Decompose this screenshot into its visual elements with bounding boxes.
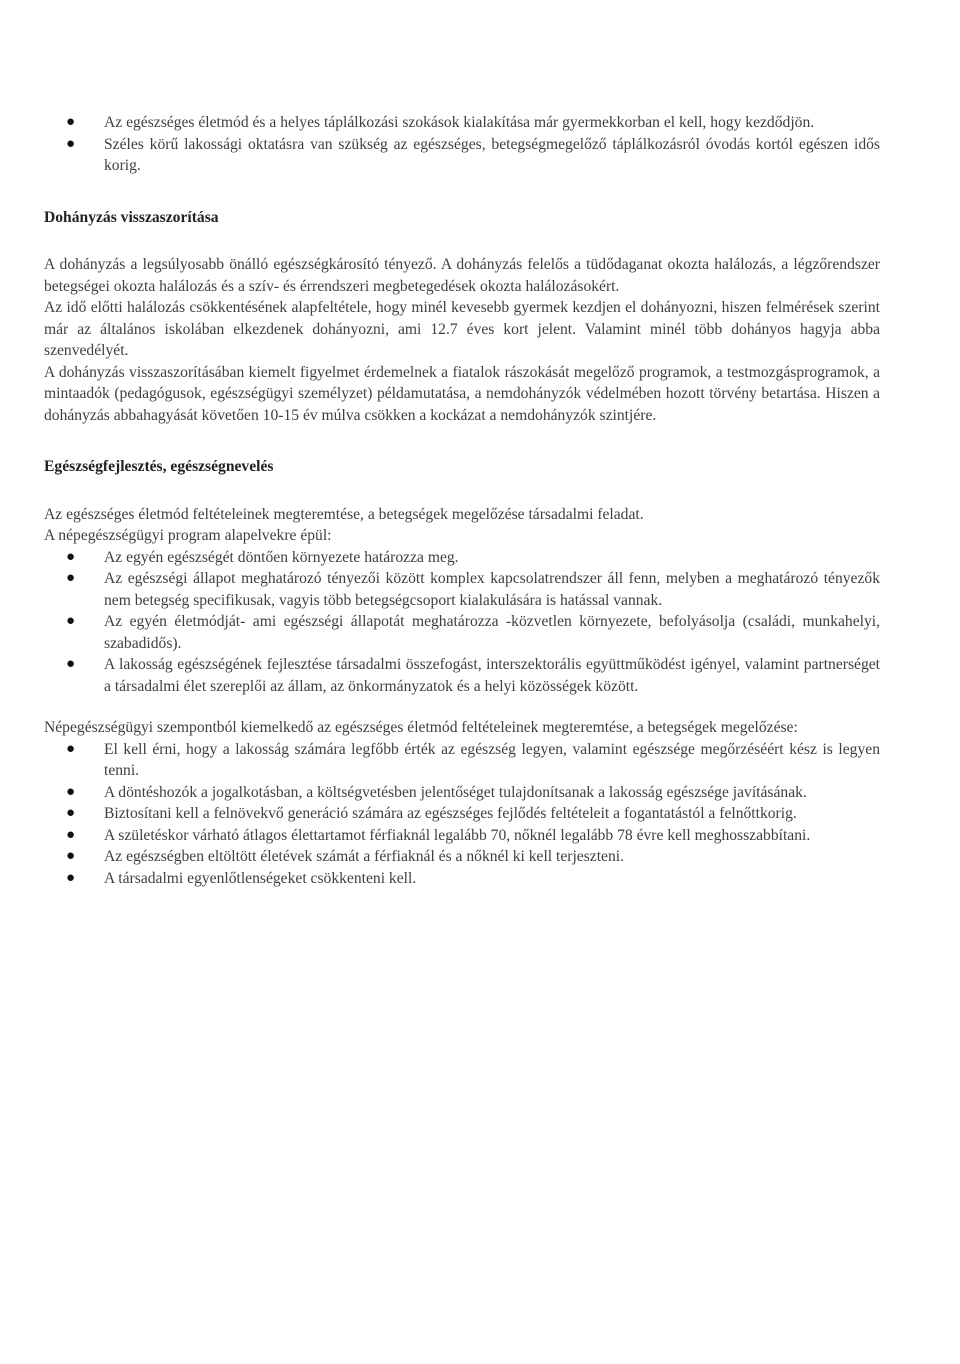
list-item: [44, 654, 880, 697]
paragraph: A dohányzás a legsúlyosabb önálló egészségkárosító tényező. A dohányzás felelős a tüdődaganat okozta halálozás, a légzőrendszer betegségei okozta halálozás és a szív- és érrendszeri megbetegedések okozta halálozásokért.: [44, 256, 880, 295]
bullet-icon: ●: [66, 656, 76, 672]
list-item: [44, 611, 880, 654]
bullet-icon: ●: [66, 848, 76, 864]
bullet-icon: ●: [66, 570, 76, 586]
list-item-text: Az egyén egészségét döntően környezete határozza meg.: [104, 548, 459, 566]
list-item: [44, 112, 880, 134]
list-item-text: Széles körű lakossági oktatásra van szükség az egészséges, betegségmegelőző táplálkozásról óvodás kortól egészen idős korig.: [104, 135, 880, 174]
list-item-text: A születéskor várható átlagos élettartamot férfiaknál legalább 70, nőknél legalább 78 évre kell meghosszabbítani.: [104, 826, 811, 844]
list-item: [44, 739, 880, 782]
bullet-icon: ●: [66, 135, 76, 152]
section-heading-smoking: Dohányzás visszaszorítása: [44, 208, 219, 226]
bullet-icon: ●: [66, 548, 76, 565]
list-item-text: A lakosság egészségének fejlesztése társadalmi összefogást, interszektorális együttműködést igényel, valamint partnerséget a társadalmi élet szereplői az állam, az önkormányzatok és a helyi közösségek között.: [104, 656, 880, 695]
bullet-icon: ●: [66, 740, 76, 757]
list-item: [44, 568, 880, 611]
bullet-icon: ●: [66, 783, 76, 800]
list-item-text: Az egyén életmódját- ami egészségi állapotát meghatározza -közvetlen környezete, befolyásolja (családi, munkahelyi, szabadidős).: [104, 613, 880, 652]
list-item-text: Biztosítani kell a felnövekvő generáció számára az egészséges fejlődés feltételeit a fogantatástól a felnőttkorig.: [104, 805, 797, 822]
list-item: [44, 547, 880, 569]
list-item: [44, 803, 880, 825]
paragraph: A népegészségügyi program alapelvekre épül:: [44, 527, 332, 544]
list-item: [44, 846, 880, 868]
paragraph: Az egészséges életmód feltételeinek megteremtése, a betegségek megelőzése társadalmi feladat.: [44, 505, 644, 523]
bullet-list-nutrition: [44, 112, 880, 177]
list-item: [44, 782, 880, 804]
bullet-icon: ●: [66, 805, 76, 821]
list-item-text: El kell érni, hogy a lakosság számára legfőbb érték az egészség legyen, valamint egészsége megőrzéséért kész is legyen tenni.: [104, 740, 880, 779]
bullet-icon: ●: [66, 613, 76, 629]
bullet-list-goals: [44, 739, 880, 890]
list-item-text: Az egészségben eltöltött életévek számát a férfiaknál és a nőknél ki kell terjeszteni.: [104, 848, 624, 865]
list-item: [44, 134, 880, 177]
list-item: [44, 825, 880, 847]
document-page: [44, 112, 880, 889]
bullet-icon: ●: [66, 869, 76, 886]
bullet-list-principles: [44, 547, 880, 698]
paragraph: Népegészségügyi szempontból kiemelkedő az egészséges életmód feltételeinek megteremtése, a betegségek megelőzése:: [44, 719, 798, 736]
list-item-text: Az egészséges életmód és a helyes táplálkozási szokások kialakítása már gyermekkorban el kell, hogy kezdődjön.: [104, 114, 815, 131]
section-heading-health-promotion: Egészségfejlesztés, egészségnevelés: [44, 458, 274, 475]
bullet-icon: ●: [66, 114, 76, 130]
list-item-text: A társadalmi egyenlőtlenségeket csökkenteni kell.: [104, 869, 417, 887]
paragraph: Az idő előtti halálozás csökkentésének alapfeltétele, hogy minél kevesebb gyermek kezdjen el dohányozni, hiszen felmérések szerint már az általános iskolában elkezdenek dohányozni, ami 12.7 éves kort jelent. Valamint minél több dohányos hagyja abba szenvedélyét.: [44, 299, 880, 359]
list-item-text: Az egészségi állapot meghatározó tényezői között komplex kapcsolatrendszer áll fenn, melyben a meghatározó tényezők nem betegség specifikusak, vagyis több betegségcsoport kialakulására is hatással vannak.: [104, 570, 880, 609]
paragraph: A dohányzás visszaszorításában kiemelt figyelmet érdemelnek a fiatalok rászokását megelőző programok, a testmozgásprogramok, a mintaadók (pedagógusok, egészségügyi személyzet) példamutatása, a nemdohányzók védelmében hozott törvény betartása. Hiszen a dohányzás abbahagyását követően 10-15 év múlva csökken a kockázat a nemdohányzók szintjére.: [44, 363, 880, 424]
list-item: [44, 868, 880, 890]
list-item-text: A döntéshozók a jogalkotásban, a költségvetésben jelentőséget tulajdonítsanak a lakosság egészsége javításának.: [104, 783, 807, 801]
bullet-icon: ●: [66, 826, 76, 843]
